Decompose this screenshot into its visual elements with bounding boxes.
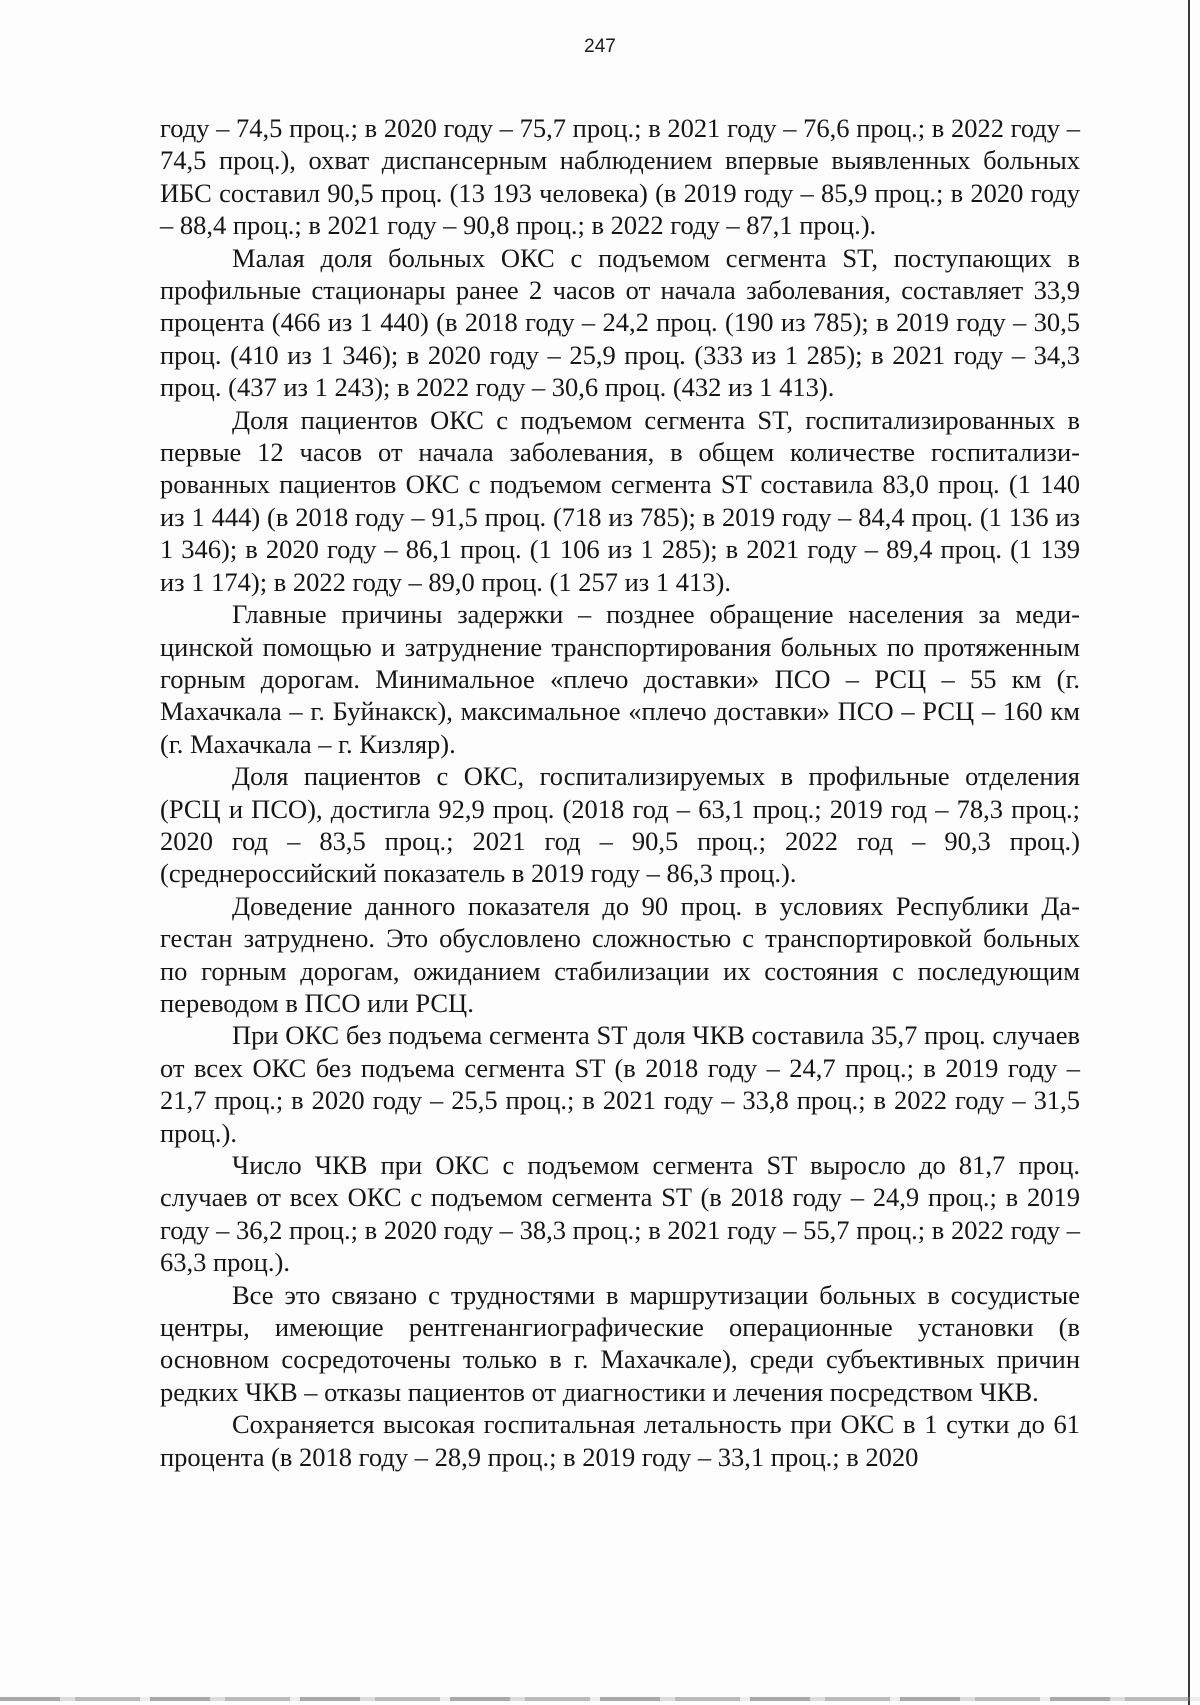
scan-edge-right bbox=[1188, 0, 1190, 1705]
paragraph-10: Сохраняется высокая госпитальная летальность при ОКС в 1 сутки до 61 процента (в 2018 году – 28,9 проц.; в 2019 году – 33,1 проц.; в 2020 bbox=[160, 1409, 1080, 1472]
paragraph-4: Главные причины задержки – позднее обращение населения за медицинской помощью и затруднение транспортирования больных по протяженным горным дорогам. Минимальное «плечо доставки» ПСО – РСЦ – 55 км (г. Махачкала – г. Буйнакск), максимальное «плечо доставки» ПСО – РСЦ – 160 км (г. Махачкала – г. Кизляр). bbox=[160, 599, 1080, 759]
paragraph-2: Малая доля больных ОКС с подъемом сегмента ST, поступающих в профильные стационары ранее 2 часов от начала заболевания, составляет 33,9 процента (466 из 1 440) (в 2018 году – 24,2 проц. (190 из 785); в 2019 году – 30,5 проц. (410 из 1 346); в 2020 году – 25,9 проц. (333 из 1 285); в 2021 году – 34,3 проц. (437 из 1 243); в 2022 году – 30,6 проц. (432 из 1 413). bbox=[160, 242, 1080, 403]
paragraph-9: Все это связано с трудностями в маршрутизации больных в сосудистые центры, имеющие рентгенангиографические операционные установки (в основном сосредоточены только в г. Махачкале), среди субъективных причин редких ЧКВ – отказы пациентов от диагностики и лечения посредством ЧКВ. bbox=[160, 1279, 1080, 1407]
scan-edge-bottom bbox=[0, 1697, 1200, 1701]
paragraph-3: Доля пациентов ОКС с подъемом сегмента ST, госпитализированных в первые 12 часов от начала заболевания, в общем количестве госпитализированных пациентов ОКС с подъемом сегмента ST составила 83,0 проц. (1 140 из 1 444) (в 2018 году – 91,5 проц. (718 из 785); в 2019 году – 84,4 проц. (1 136 из 1 346); в 2020 году – 86,1 проц. (1 106 из 1 285); в 2021 году – 89,4 проц. (1 139 из 1 174); в 2022 году – 89,0 проц. (1 257 из 1 413). bbox=[160, 404, 1080, 597]
page-number: 247 bbox=[584, 36, 616, 57]
paragraph-5: Доля пациентов с ОКС, госпитализируемых в профильные отделения (РСЦ и ПСО), достигла 92,9 проц. (2018 год – 63,1 проц.; 2019 год – 78,3 проц.; 2020 год – 83,5 проц.; 2021 год – 90,5 проц.; 2022 год – 90,3 проц.) (среднероссийский показатель в 2019 году – 86,3 проц.). bbox=[160, 761, 1080, 889]
paragraph-1: году – 74,5 проц.; в 2020 году – 75,7 проц.; в 2021 году – 76,6 проц.; в 2022 году – 74,5 проц.), охват диспансерным наблюдением впервые выявленных больных ИБС составил 90,5 проц. (13 193 человека) (в 2019 году – 85,9 проц.; в 2020 году – 88,4 проц.; в 2021 году – 90,8 проц.; в 2022 году – 87,1 проц.). bbox=[160, 113, 1080, 241]
paragraph-7: При ОКС без подъема сегмента ST доля ЧКВ составила 35,7 проц. случаев от всех ОКС без подъема сегмента ST (в 2018 году – 24,7 проц.; в 2019 году – 21,7 проц.; в 2020 году – 25,5 проц.; в 2021 году – 33,8 проц.; в 2022 году – 31,5 проц.). bbox=[160, 1020, 1080, 1148]
paragraph-8: Число ЧКВ при ОКС с подъемом сегмента ST выросло до 81,7 проц. случаев от всех ОКС с подъемом сегмента ST (в 2018 году – 24,9 проц.; в 2019 году – 36,2 проц.; в 2020 году – 38,3 проц.; в 2021 году – 55,7 проц.; в 2022 году – 63,3 проц.). bbox=[160, 1150, 1080, 1278]
document-body bbox=[160, 112, 1080, 1473]
paragraph-6: Доведение данного показателя до 90 проц. в условиях Республики Дагестан затруднено. Это обусловлено сложностью с транспортировкой больных по горным дорогам, ожиданием стабилизации их состояния с последующим переводом в ПСО или РСЦ. bbox=[160, 890, 1080, 1018]
